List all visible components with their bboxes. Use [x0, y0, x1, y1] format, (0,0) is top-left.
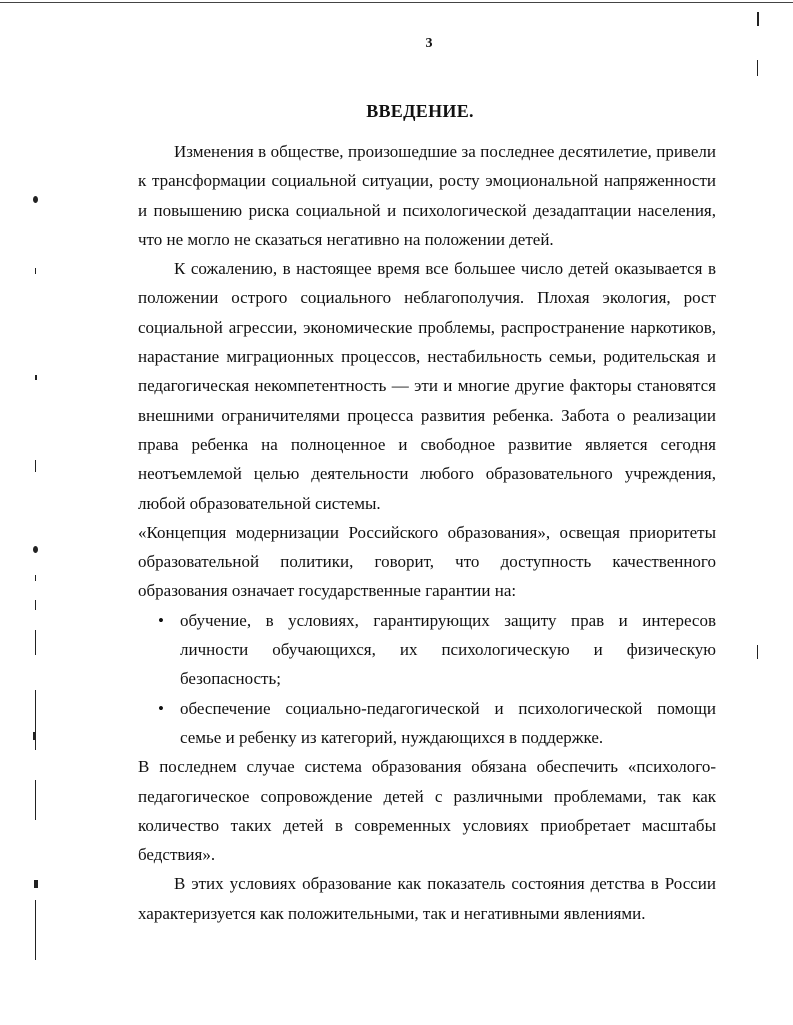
scan-mark	[35, 600, 36, 610]
bullet-text: обучение, в условиях, гарантирующих защиту прав и интересов личности обучающихся, их психологическую и физическую безопасность;	[180, 610, 716, 689]
scan-mark	[757, 60, 758, 76]
scan-mark	[35, 690, 36, 750]
bullet-item-2	[138, 694, 716, 753]
paragraph-4: В последнем случае система образования обязана обеспечить «психолого-педагогическое сопровождение детей с различными проблемами, так как количество таких детей в современных условиях приобретает масштабы бедствия».	[138, 757, 716, 865]
scan-mark	[33, 546, 38, 553]
scan-top-edge	[0, 2, 793, 3]
section-title: ВВЕДЕНИЕ.	[366, 101, 474, 121]
paragraph-5: В этих условиях образование как показатель состояния детства в России характеризуется как положительными, так и негативными явлениями.	[138, 874, 716, 923]
scan-mark	[35, 375, 37, 380]
bullet-marker: •	[158, 610, 164, 630]
scan-mark	[35, 630, 36, 655]
body-text	[138, 137, 716, 928]
scan-mark	[35, 780, 36, 820]
paragraph-3: «Концепция модернизации Российского образования», освещая приоритеты образовательной политики, говорит, что доступность качественного образования означает государственные гарантии на:	[138, 522, 716, 601]
page-number: 3	[425, 36, 433, 51]
bullet-item-1	[138, 606, 716, 694]
scan-mark	[35, 268, 36, 274]
paragraph-2: К сожалению, в настоящее время все большее число детей оказывается в положении острого социального неблагополучия. Плохая экология, рост социальной агрессии, экономические проблемы, распространение наркотиков, нарастание миграционных процессов, нестабильность семьи, родительская и педагогическая некомпетентность — эти и многие другие факторы становятся внешними ограничителями процесса развития ребенка. Забота о реализации права ребенка на полноценное и свободное развитие является сегодня неотъемлемой целью деятельности любого образовательного учреждения, любой образовательной системы.	[138, 259, 716, 513]
paragraph-1: Изменения в обществе, произошедшие за последнее десятилетие, привели к трансформации социальной ситуации, росту эмоциональной напряженности и повышению риска социальной и психологической дезадаптации населения, что не могло не сказаться негативно на положении детей.	[138, 142, 716, 249]
bullet-marker: •	[158, 698, 164, 718]
scan-mark	[34, 880, 38, 888]
bullet-text: обеспечение социально-педагогической и психологической помощи семье и ребенку из категорий, нуждающихся в поддержке.	[180, 698, 716, 747]
scan-mark	[757, 645, 758, 659]
scan-mark	[33, 732, 36, 740]
scan-mark	[757, 12, 759, 26]
bullet-list	[138, 606, 716, 752]
scan-mark	[33, 196, 38, 203]
scan-mark	[35, 575, 36, 581]
scan-mark	[35, 900, 36, 960]
scan-mark	[35, 460, 36, 472]
